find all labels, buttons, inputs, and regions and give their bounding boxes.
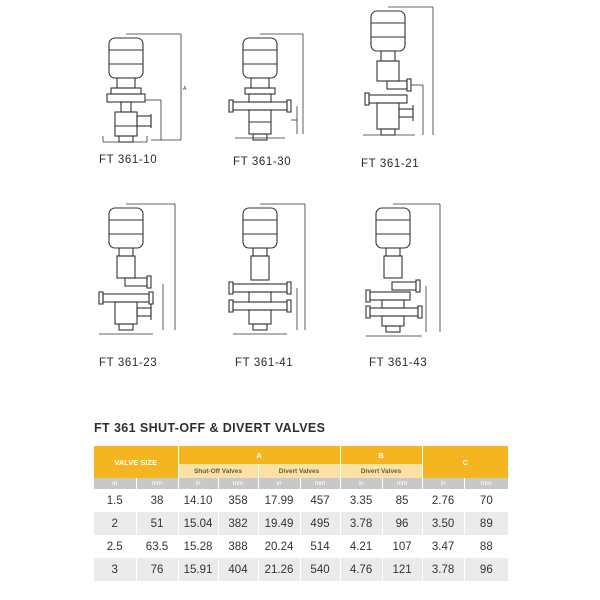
valve-drawing-ft361-41 bbox=[225, 200, 325, 345]
valve-drawing-ft361-23 bbox=[95, 200, 195, 345]
divert-valves-subheader: Divert Valves bbox=[340, 464, 422, 478]
table-row bbox=[94, 558, 508, 581]
unit-row bbox=[94, 478, 508, 489]
valve-drawing-ft361-21 bbox=[355, 5, 455, 155]
table-cell: 3.78 bbox=[422, 558, 464, 581]
drawing-caption: FT 361-30 bbox=[233, 156, 292, 168]
table-cell: 358 bbox=[218, 489, 258, 512]
table-cell: 63.5 bbox=[136, 535, 178, 558]
table-cell: 2 bbox=[94, 512, 136, 535]
table-cell: 19.49 bbox=[258, 512, 300, 535]
table-row bbox=[94, 535, 508, 558]
unit-cell: mm bbox=[218, 478, 258, 489]
table-row bbox=[94, 512, 508, 535]
unit-cell: in bbox=[340, 478, 382, 489]
table-cell: 38 bbox=[136, 489, 178, 512]
table-cell: 4.76 bbox=[340, 558, 382, 581]
unit-cell: mm bbox=[382, 478, 422, 489]
table-cell: 14.10 bbox=[178, 489, 218, 512]
section-title: FT 361 SHUT-OFF & DIVERT VALVES bbox=[94, 421, 326, 435]
unit-cell: in bbox=[178, 478, 218, 489]
valve-drawing-ft361-10 bbox=[95, 30, 195, 150]
table-cell: 404 bbox=[218, 558, 258, 581]
table-cell: 495 bbox=[300, 512, 340, 535]
unit-cell: mm bbox=[300, 478, 340, 489]
table-cell: 70 bbox=[464, 489, 508, 512]
table-cell: 3.78 bbox=[340, 512, 382, 535]
table-cell: 1.5 bbox=[106, 494, 123, 507]
dimension-c-header: C bbox=[422, 446, 508, 478]
table-cell: 17.99 bbox=[258, 489, 300, 512]
divert-valves-subheader: Divert Valves bbox=[258, 464, 340, 478]
unit-cell: in bbox=[422, 478, 464, 489]
drawing-caption: FT 361-43 bbox=[369, 357, 428, 369]
drawing-caption: FT 361-10 bbox=[99, 154, 158, 166]
table-row bbox=[94, 489, 508, 512]
table-cell: 51 bbox=[136, 512, 178, 535]
table-cell: 96 bbox=[382, 512, 422, 535]
table-cell: 15.04 bbox=[178, 512, 218, 535]
dimension-a-header: A bbox=[178, 446, 340, 464]
table-cell: 107 bbox=[382, 535, 422, 558]
table-cell: 85 bbox=[382, 489, 422, 512]
table-cell: 388 bbox=[218, 535, 258, 558]
table-cell: 4.21 bbox=[340, 535, 382, 558]
table-cell: 2.5 bbox=[106, 540, 123, 553]
valve-size-header: VALVE SIZE bbox=[94, 446, 178, 478]
drawing-caption: FT 361-23 bbox=[99, 357, 158, 369]
table-cell: 20.24 bbox=[258, 535, 300, 558]
valve-drawing-ft361-43 bbox=[360, 200, 460, 345]
table-cell: 76 bbox=[136, 558, 178, 581]
unit-cell: in bbox=[258, 478, 300, 489]
table-cell: 457 bbox=[300, 489, 340, 512]
table-cell: 21.26 bbox=[258, 558, 300, 581]
table-cell: 15.28 bbox=[178, 535, 218, 558]
valve-drawing-ft361-30 bbox=[225, 30, 325, 150]
table-cell: 3.47 bbox=[422, 535, 464, 558]
table-cell: 540 bbox=[300, 558, 340, 581]
unit-cell: in bbox=[94, 478, 136, 489]
dimensions-table bbox=[94, 446, 508, 581]
table-cell: 2.76 bbox=[422, 489, 464, 512]
unit-cell: mm bbox=[136, 478, 178, 489]
table-cell: 3 bbox=[94, 558, 136, 581]
table-cell: 15.91 bbox=[178, 558, 218, 581]
unit-cell: mm bbox=[464, 478, 508, 489]
drawing-caption: FT 361-41 bbox=[235, 357, 294, 369]
table-cell: 3.35 bbox=[340, 489, 382, 512]
table-cell: 514 bbox=[300, 535, 340, 558]
shut-off-valves-subheader: Shut-Off Valves bbox=[178, 464, 258, 478]
dimension-b-header: B bbox=[340, 446, 422, 464]
table-cell: 88 bbox=[464, 535, 508, 558]
table-cell: 89 bbox=[464, 512, 508, 535]
dimension-label-a: A bbox=[183, 86, 187, 92]
table-cell: 3.50 bbox=[422, 512, 464, 535]
table-cell: 121 bbox=[382, 558, 422, 581]
drawing-caption: FT 361-21 bbox=[361, 158, 420, 170]
table-cell: 96 bbox=[464, 558, 508, 581]
table-cell: 382 bbox=[218, 512, 258, 535]
